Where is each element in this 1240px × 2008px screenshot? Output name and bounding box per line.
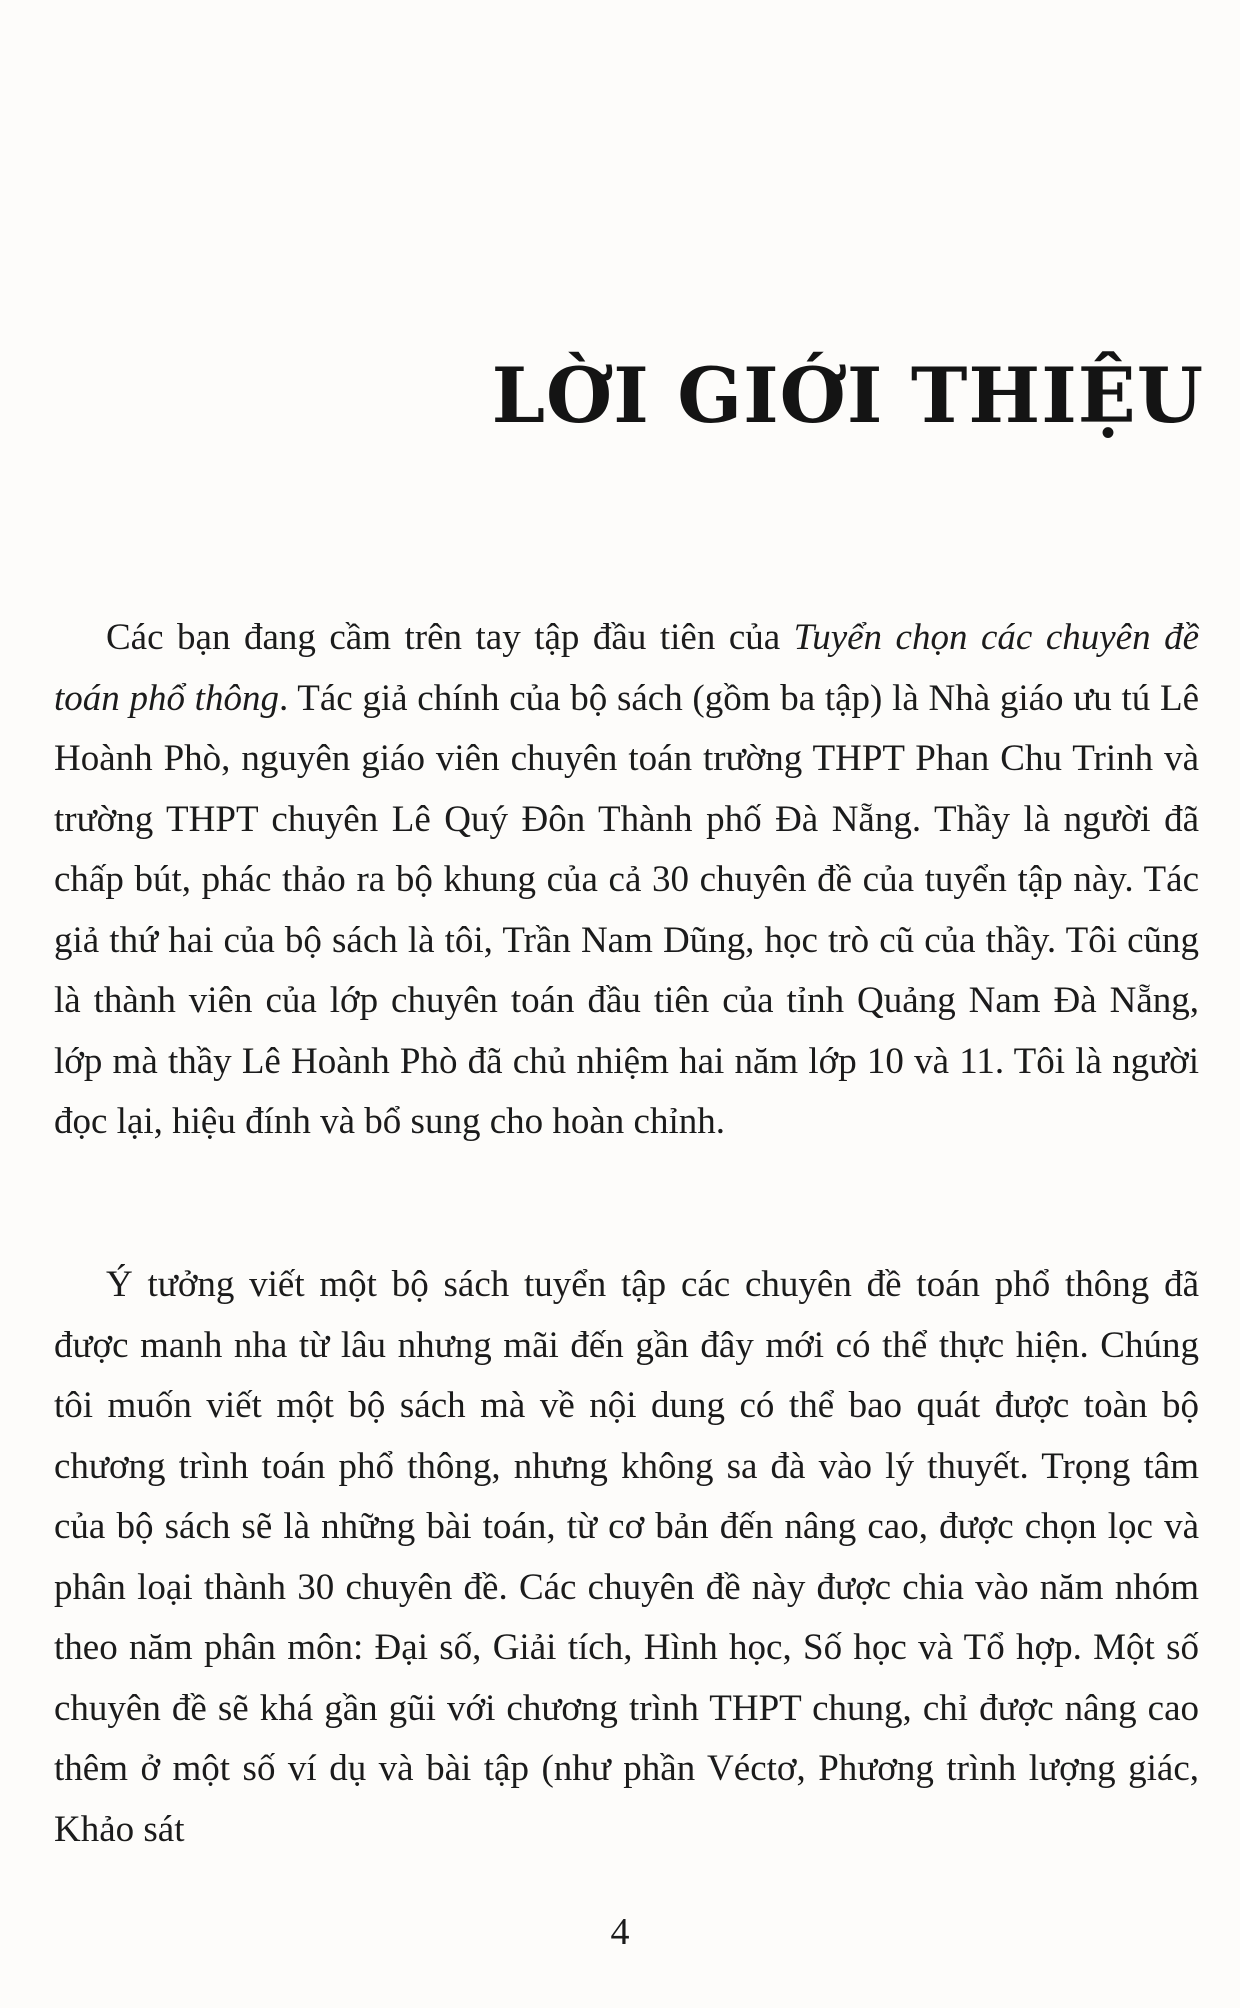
- paragraph-1-lead: Các bạn đang cầm trên tay tập đầu tiên của: [106, 617, 794, 658]
- page-title: LỜI GIỚI THIỆU: [491, 351, 1204, 440]
- paragraph-2-text: Ý tưởng viết một bộ sách tuyển tập các chuyên đề toán phổ thông đã được manh nha từ lâu nhưng mãi đến gần đây mới có thể thực hiện. Chúng tôi muốn viết một bộ sách mà về nội dung có thể bao quát được toàn bộ chương trình toán phổ thông, nhưng không sa đà vào lý thuyết. Trọng tâm của bộ sách sẽ là những bài toán, từ cơ bản đến nâng cao, được chọn lọc và phân loại thành 30 chuyên đề. Các chuyên đề này được chia vào năm nhóm theo năm phân môn: Đại số, Giải tích, Hình học, Số học và Tổ hợp. Một số chuyên đề sẽ khá gần gũi với chương trình THPT chung, chỉ được nâng cao thêm ở một số ví dụ và bài tập (như phần Véctơ, Phương trình lượng giác, Khảo sát: [54, 1264, 1199, 1850]
- paragraph-1-rest: . Tác giả chính của bộ sách (gồm ba tập) là Nhà giáo ưu tú Lê Hoành Phò, nguyên giáo viên chuyên toán trường THPT Phan Chu Trinh và trường THPT chuyên Lê Quý Đôn Thành phố Đà Nẵng. Thầy là người đã chấp bút, phác thảo ra bộ khung của cả 30 chuyên đề của tuyển tập này. Tác giả thứ hai của bộ sách là tôi, Trần Nam Dũng, học trò cũ của thầy. Tôi cũng là thành viên của lớp chuyên toán đầu tiên của tỉnh Quảng Nam Đà Nẵng, lớp mà thầy Lê Hoành Phò đã chủ nhiệm hai năm lớp 10 và 11. Tôi là người đọc lại, hiệu đính và bổ sung cho hoàn chỉnh.: [54, 677, 1199, 1142]
- book-series-title: Tuyển chọn các chuyên đề toán phổ thông: [54, 617, 1200, 719]
- paragraph-2: [54, 1255, 1199, 1860]
- page-number: 4: [610, 1911, 630, 1953]
- paragraph-1: [54, 608, 1199, 1153]
